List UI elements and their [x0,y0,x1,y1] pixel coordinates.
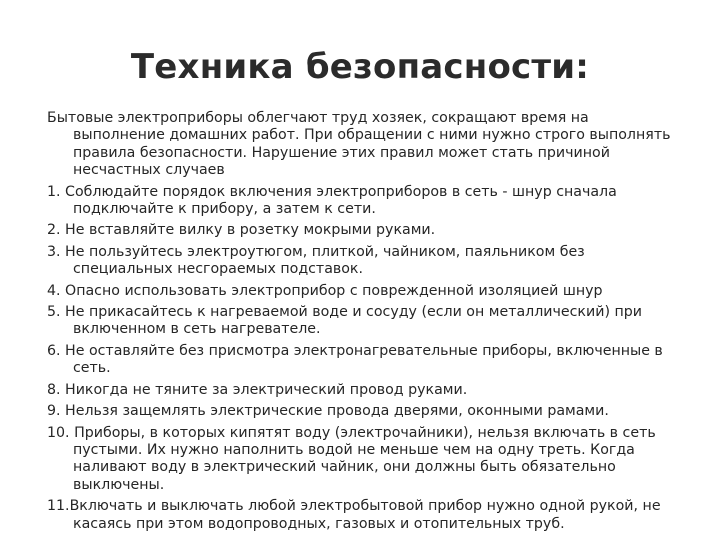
rule-item-8: 8. Никогда не тяните за электрический провод руками. [47,381,468,398]
rule-item-6: 6. Не оставляйте без присмотра электронагревательные приборы, включенные в сеть. [47,342,663,377]
slide-title: Техника безопасности: [130,47,590,87]
rule-item-3: 3. Не пользуйтесь электроутюгом, плиткой, чайником, паяльником без специальных несгораемых подставок. [47,243,585,278]
rule-item-11: 11.Включать и выключать любой электробытовой прибор нужно одной рукой, не касаясь при этом водопроводных, газовых и отопительных труб. [47,498,661,532]
rule-item-2: 2. Не вставляйте вилку в розетку мокрыми руками. [47,222,436,239]
intro-paragraph: Бытовые электроприборы облегчают труд хозяек, сокращают время на выполнение домашних работ. При обращении с ними нужно строго выполнять правила безопасности. Нарушение этих правил может стать причиной несчастных случаев [47,110,671,179]
slide-body [47,110,675,537]
rule-item-4: 4. Опасно использовать электроприбор с поврежденной изоляцией шнур [47,282,603,299]
rule-item-1: 1. Соблюдайте порядок включения электроприборов в сеть - шнур сначала подключайте к прибору, а затем к сети. [47,183,617,218]
rule-item-10: 10. Приборы, в которых кипятят воду (электрочайники), нельзя включать в сеть пустыми. Их нужно наполнить водой не меньше чем на одну треть. Когда наливают воду в электрический чайник, они должны быть обязательно выключены. [47,424,656,493]
rule-item-5: 5. Не прикасайтесь к нагреваемой воде и сосуду (если он металлический) при включенном в сеть нагревателе. [47,304,642,338]
rule-item-9: 9. Нельзя защемлять электрические провода дверями, оконными рамами. [47,403,609,420]
